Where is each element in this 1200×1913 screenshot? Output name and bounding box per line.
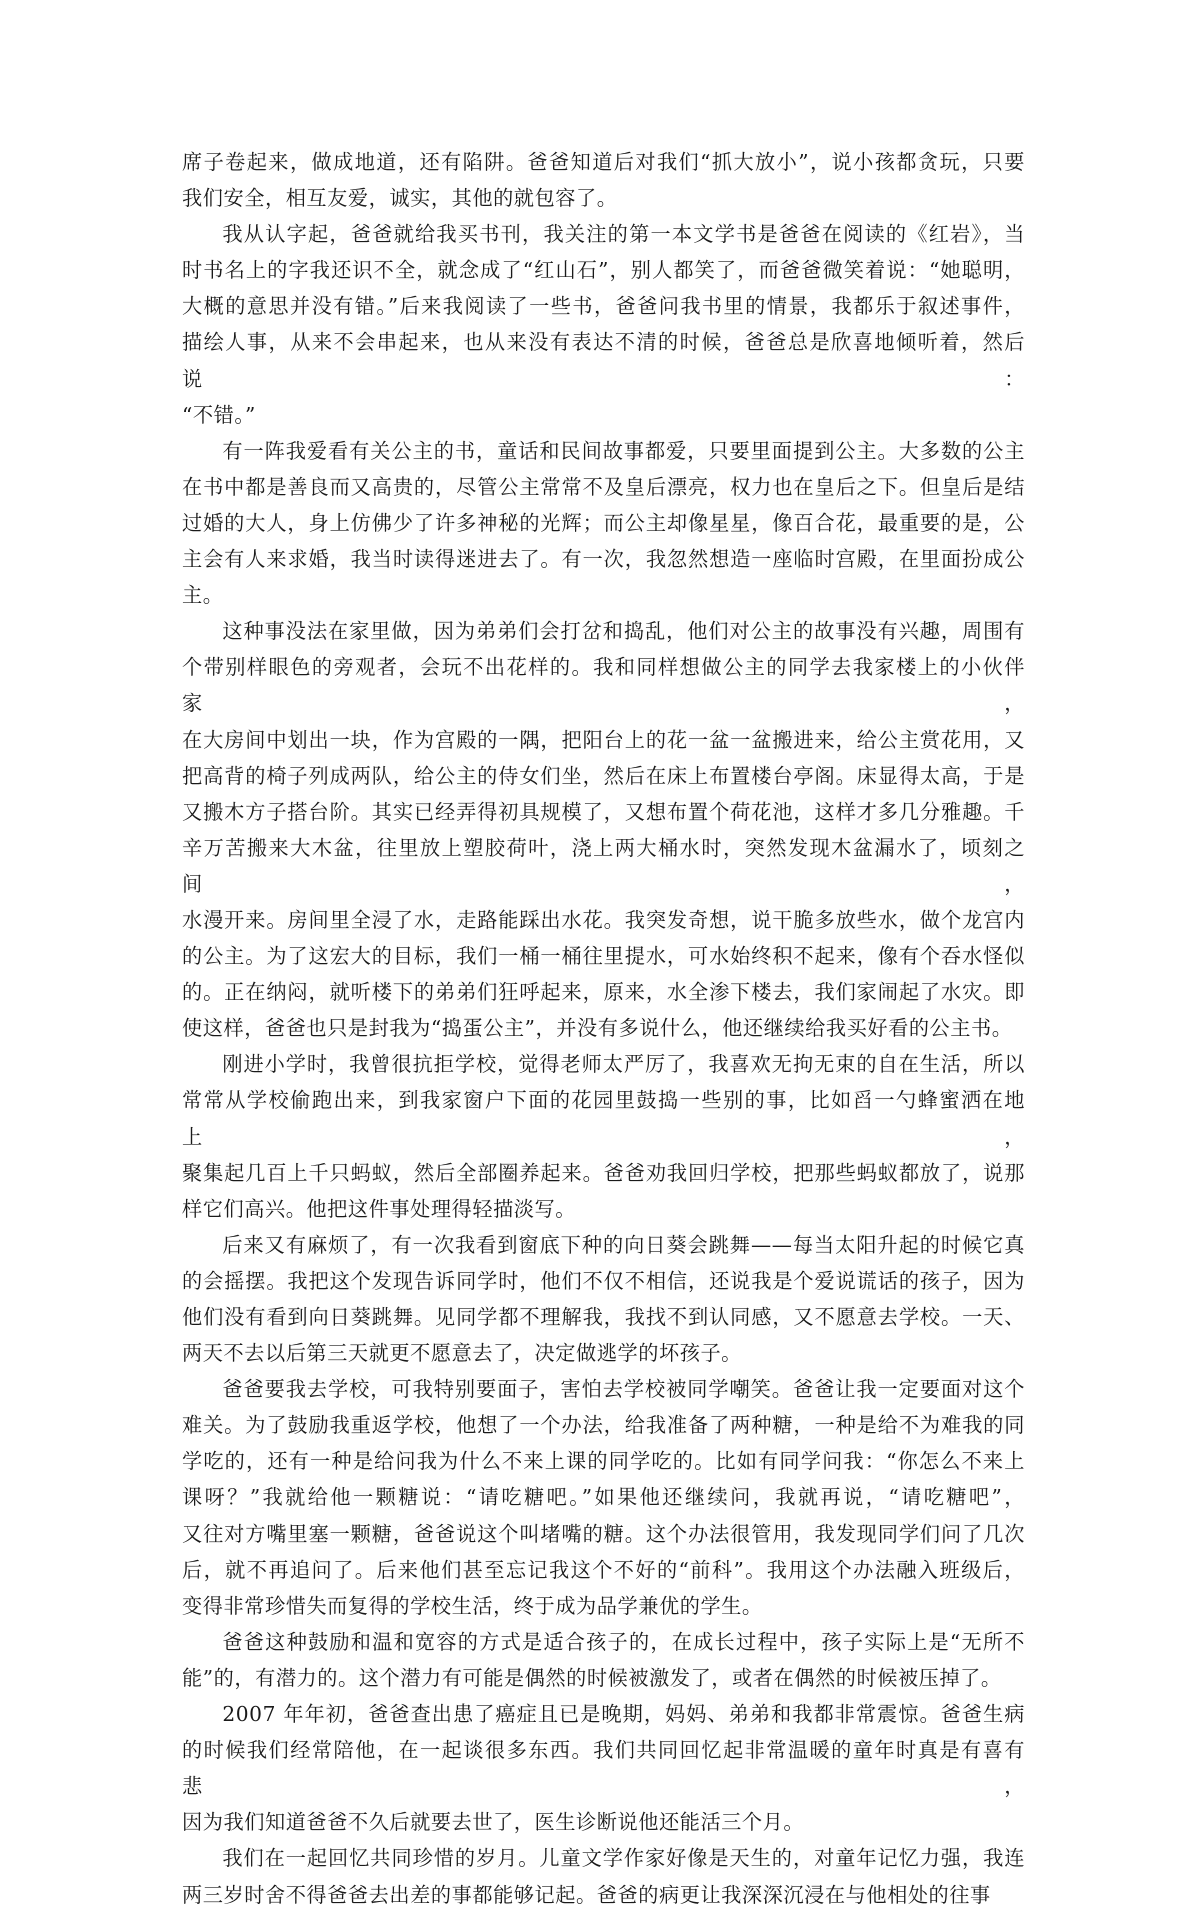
paragraph: [182, 613, 1025, 1046]
text-line: 的时候我们经常陪他，在一起谈很多东西。我们共同回忆起非常温暖的童年时真是有喜有悲，: [182, 1738, 1025, 1799]
text-line: 聚集起几百上千只蚂蚁，然后全部圈养起来。爸爸劝我回归学校，把那些蚂蚁都放了，说那: [182, 1160, 1025, 1185]
text-line: 他们没有看到向日葵跳舞。见同学都不理解我，我找不到认同感，又不愿意去学校。一天、: [182, 1305, 1025, 1329]
text-line: 我们在一起回忆共同珍惜的岁月。儿童文学作家好像是天生的，对童年记忆力强，我连: [222, 1846, 1025, 1871]
text-line: 有一阵我爱看有关公主的书，童话和民间故事都爱，只要里面提到公主。大多数的公主: [222, 438, 1025, 463]
text-line: 的会摇摆。我把这个发现告诉同学时，他们不仅不相信，还说我是个爱说谎话的孩子，因为: [182, 1268, 1025, 1293]
text-line: 过婚的大人，身上仿佛少了许多神秘的光辉；而公主却像星星，像百合花，最重要的是，公: [182, 510, 1025, 535]
paragraph: [182, 216, 1025, 433]
text-line: 把高背的椅子列成两队，给公主的侍女们坐，然后在床上布置楼台亭阁。床显得太高，于是: [182, 763, 1025, 788]
text-line: 席子卷起来，做成地道，还有陷阱。爸爸知道后对我们“抓大放小”，说小孩都贪玩，只要: [182, 150, 1025, 174]
paragraph: [182, 1696, 1025, 1840]
text-line: 辛万苦搬来大木盆，往里放上塑胶荷叶，浇上两大桶水时，突然发现木盆漏水了，顷刻之间，: [182, 835, 1025, 896]
paragraph: [182, 1227, 1025, 1371]
text-line: 能”的，有潜力的。这个潜力有可能是偶然的时候被激发了，或者在偶然的时候被压掉了。: [182, 1665, 1002, 1690]
text-line: 主会有人来求婚，我当时读得迷进去了。有一次，我忽然想造一座临时宫殿，在里面扮成公: [182, 547, 1025, 572]
text-line: 又往对方嘴里塞一颗糖，爸爸说这个叫堵嘴的糖。这个办法很管用，我发现同学们问了几次: [182, 1521, 1025, 1546]
text-line: 学吃的，还有一种是给问我为什么不来上课的同学吃的。比如有同学问我：“你怎么不来上: [182, 1449, 1025, 1474]
text-line: 常常从学校偷跑出来，到我家窗户下面的花园里鼓捣一些别的事，比如舀一勺蜂蜜洒在地上，: [182, 1088, 1025, 1149]
text-line: 2007 年年初，爸爸查出患了癌症且已是晚期，妈妈、弟弟和我都非常震惊。爸爸生病: [222, 1702, 1025, 1727]
text-line: 课呀？”我就给他一颗糖说：“请吃糖吧。”如果他还继续问，我就再说，“请吃糖吧”，: [182, 1485, 1025, 1510]
text-line: 个带别样眼色的旁观者，会玩不出花样的。我和同样想做公主的同学去我家楼上的小伙伴家，: [182, 655, 1025, 716]
text-line: 两天不去以后第三天就更不愿意去了，决定做逃学的坏孩子。: [182, 1341, 742, 1366]
paragraph: [182, 1046, 1025, 1226]
paragraph: [182, 144, 1025, 216]
text-line: 水漫开来。房间里全浸了水，走路能踩出水花。我突发奇想，说干脆多放些水，做个龙宫内: [182, 907, 1025, 932]
text-line: 变得非常珍惜失而复得的学校生活，终于成为品学兼优的学生。: [182, 1593, 763, 1618]
text-line: “不错。”: [182, 402, 256, 427]
text-line: 我从认字起，爸爸就给我买书刊，我关注的第一本文学书是爸爸在阅读的《红岩》，当: [222, 222, 1025, 247]
text-line: 主。: [182, 583, 224, 608]
text-line: 大概的意思并没有错。”后来我阅读了一些书，爸爸问我书里的情景，我都乐于叙述事件，: [182, 294, 1025, 319]
text-line: 又搬木方子搭台阶。其实已经弄得初具规模了，又想布置个荷花池，这样才多几分雅趣。千: [182, 799, 1025, 824]
text-line: 我们安全，相互友爱，诚实，其他的就包容了。: [182, 186, 618, 211]
text-line: 爸爸这种鼓励和温和宽容的方式是适合孩子的，在成长过程中，孩子实际上是“无所不: [222, 1629, 1025, 1654]
text-line: 这种事没法在家里做，因为弟弟们会打岔和捣乱，他们对公主的故事没有兴趣，周围有: [222, 619, 1025, 644]
text-line: 难关。为了鼓励我重返学校，他想了一个办法，给我准备了两种糖，一种是给不为难我的同: [182, 1413, 1025, 1438]
text-line: 的公主。为了这宏大的目标，我们一桶一桶往里提水，可水始终积不起来，像有个吞水怪似: [182, 944, 1025, 969]
text-line: 时书名上的字我还识不全，就念成了“红山石”，别人都笑了，而爸爸微笑着说：“她聪明，: [182, 258, 1025, 283]
text-line: 在书中都是善良而又高贵的，尽管公主常常不及皇后漂亮，权力也在皇后之下。但皇后是结: [182, 474, 1025, 499]
text-line: 后，就不再追问了。后来他们甚至忘记我这个不好的“前科”。我用这个办法融入班级后，: [182, 1557, 1025, 1582]
text-line: 两三岁时舍不得爸爸去出差的事都能够记起。爸爸的病更让我深深沉浸在与他相处的往事: [182, 1882, 991, 1907]
text-line: 在大房间中划出一块，作为宫殿的一隅，把阳台上的花一盆一盆搬进来，给公主赏花用，又: [182, 727, 1025, 752]
text-line: 使这样，爸爸也只是封我为“捣蛋公主”，并没有多说什么，他还继续给我买好看的公主书。: [182, 1016, 1013, 1041]
text-line: 因为我们知道爸爸不久后就要去世了，医生诊断说他还能活三个月。: [182, 1810, 805, 1835]
text-line: 样它们高兴。他把这件事处理得轻描淡写。: [182, 1196, 577, 1221]
text-line: 的。正在纳闷，就听楼下的弟弟们狂呼起来，原来，水全渗下楼去，我们家闹起了水灾。即: [182, 980, 1025, 1005]
text-line: 刚进小学时，我曾很抗拒学校，觉得老师太严厉了，我喜欢无拘无束的自在生活，所以: [222, 1052, 1025, 1077]
text-line: 后来又有麻烦了，有一次我看到窗底下种的向日葵会跳舞——每当太阳升起的时候它真: [222, 1232, 1025, 1257]
paragraph: [182, 433, 1025, 613]
paragraph: [182, 1624, 1025, 1696]
document-body: [182, 144, 1025, 1913]
paragraph: [182, 1840, 1025, 1912]
text-line: 描绘人事，从来不会串起来，也从来没有表达不清的时候，爸爸总是欣喜地倾听着，然后说：: [182, 330, 1025, 391]
text-line: 爸爸要我去学校，可我特别要面子，害怕去学校被同学嘲笑。爸爸让我一定要面对这个: [222, 1377, 1025, 1402]
paragraph: [182, 1371, 1025, 1624]
